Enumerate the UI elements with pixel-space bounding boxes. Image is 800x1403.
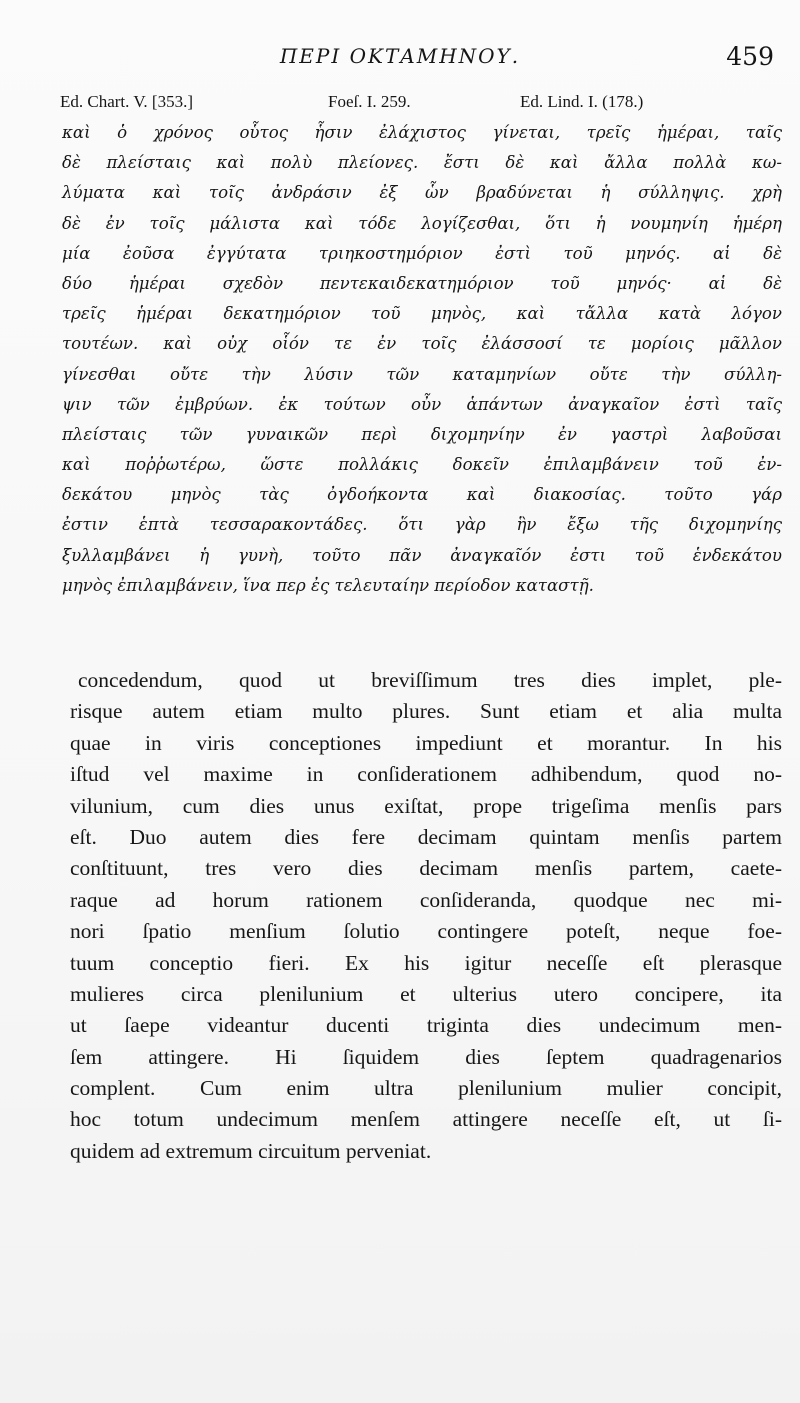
- greek-line: δὲ πλείσταις καὶ πολὺ πλείονες. ἔστι δὲ καὶ ἄλλα πολλὰ κω-: [62, 153, 782, 173]
- greek-line: καὶ ὁ χρόνος οὗτος ἧσιν ἐλάχιστος γίνεται, τρεῖς ἡμέραι, ταῖς: [62, 123, 782, 142]
- latin-line: ut ſaepe videantur ducenti triginta dies undecimum men-: [70, 1013, 782, 1038]
- greek-line: δεκάτου μηνὸς τὰς ὀγδοήκοντα καὶ διακοσίας. τοῦτο γάρ: [62, 485, 782, 505]
- latin-line: quidem ad extremum circuitum perveniat.: [70, 1138, 432, 1163]
- greek-line: δὲ ἐν τοῖς μάλιστα καὶ τόδε λογίζεσθαι, ὅτι ἡ νουμηνίη ἡμέρη: [62, 213, 782, 233]
- latin-translation: [70, 665, 782, 1167]
- latin-line: tuum conceptio fieri. Ex his igitur neceſſe eſt plerasque: [70, 950, 782, 975]
- latin-line: vilunium, cum dies unus exiſtat, prope trigeſima menſis pars: [70, 793, 782, 818]
- latin-line: complent. Cum enim ultra plenilunium mulier concipit,: [70, 1076, 782, 1101]
- greek-line: μηνὸς ἐπιλαμβάνειν, ἵνα περ ἐς τελευταίην περίοδον καταστῇ.: [62, 575, 594, 595]
- greek-line: δύο ἡμέραι σχεδὸν πεντεκαιδεκατημόριον τοῦ μηνός· αἱ δὲ: [62, 273, 782, 293]
- greek-line: ξυλλαμβάνει ἡ γυνὴ, τοῦτο πᾶν ἀναγκαῖόν ἐστι τοῦ ἑνδεκάτου: [62, 545, 782, 565]
- greek-line: λύματα καὶ τοῖς ἀνδράσιν ἐξ ὧν βραδύνεται ἡ σύλληψις. χρὴ: [62, 183, 782, 203]
- latin-line: conſtituunt, tres vero dies decimam menſis partem, caete-: [70, 856, 782, 881]
- page-number: 459: [726, 42, 774, 71]
- greek-line: πλείσταις τῶν γυναικῶν περὶ διχομηνίην ἐν γαστρὶ λαβοῦσαι: [62, 424, 782, 444]
- latin-line: hoc totum undecimum menſem attingere neceſſe eſt, ut ſi-: [70, 1107, 782, 1132]
- latin-line: ſem attingere. Hi ſiquidem dies ſeptem quadragenarios: [70, 1044, 782, 1069]
- latin-line: eſt. Duo autem dies fere decimam quintam menſis partem: [70, 824, 782, 849]
- latin-line: risque autem etiam multo plures. Sunt etiam et alia multa: [70, 699, 782, 724]
- latin-line: nori ſpatio menſium ſolutio contingere poteſt, neque foe-: [70, 919, 782, 944]
- latin-line: concedendum, quod ut breviſſimum tres dies implet, ple-: [78, 668, 782, 692]
- greek-line: καὶ ποῤῥωτέρω, ὥστε πολλάκις δοκεῖν ἐπιλαμβάνειν τοῦ ἐν-: [62, 455, 782, 475]
- greek-line: ἐστιν ἑπτὰ τεσσαρακοντάδες. ὅτι γὰρ ἣν ἔξω τῆς διχομηνίης: [62, 515, 782, 535]
- greek-line: μία ἐοῦσα ἐγγύτατα τριηκοστημόριον ἐστὶ τοῦ μηνός. αἱ δὲ: [62, 243, 782, 263]
- greek-text: [62, 118, 782, 601]
- greek-line: γίνεσθαι οὔτε τὴν λύσιν τῶν καταμηνίων οὔτε τὴν σύλλη-: [62, 364, 782, 384]
- latin-line: mulieres circa plenilunium et ulterius utero concipere, ita: [70, 981, 782, 1006]
- chartier-edition-ref: Ed. Chart. V. [353.]: [60, 92, 194, 111]
- foesius-edition-ref: Foeſ. I. 259.: [328, 92, 411, 111]
- greek-line: ψιν τῶν ἐμβρύων. ἐκ τούτων οὖν ἁπάντων ἀναγκαῖον ἐστὶ ταῖς: [62, 394, 782, 414]
- latin-line: raque ad horum rationem conſideranda, quodque nec mi-: [70, 887, 782, 912]
- greek-line: τουτέων. καὶ οὐχ οἷόν τε ἐν τοῖς ἐλάσσοσί τε μορίοις μᾶλλον: [62, 334, 782, 354]
- running-title: ΠΕΡΙ ΟΚΤΑΜΗΝΟΥ.: [279, 44, 521, 68]
- latin-line: iſtud vel maxime in conſiderationem adhibendum, quod no-: [70, 762, 782, 787]
- linden-edition-ref: Ed. Lind. I. (178.): [520, 92, 644, 111]
- latin-line: quae in viris conceptiones impediunt et morantur. In his: [70, 730, 782, 755]
- greek-line: τρεῖς ἡμέραι δεκατημόριον τοῦ μηνὸς, καὶ τἄλλα κατὰ λόγον: [62, 304, 782, 324]
